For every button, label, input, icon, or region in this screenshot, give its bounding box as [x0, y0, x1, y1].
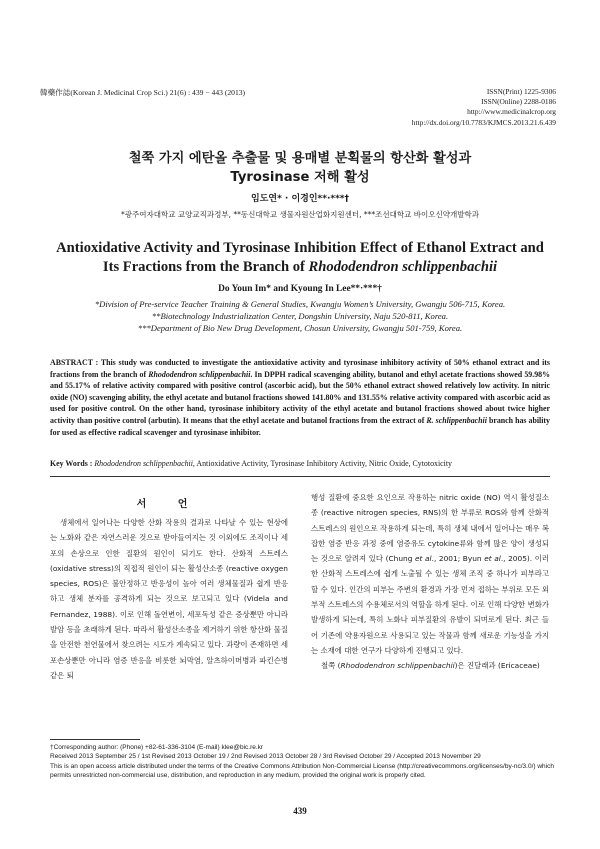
body-column-right [311, 490, 549, 674]
affiliation-3: ***Department of Bio New Drug Development, Chosun University, Gwangju 501-759, Korea. [137, 323, 463, 333]
body-column-left [50, 515, 288, 683]
english-title [0, 239, 600, 277]
body-right-species: Rhododendron schlippenbachii [340, 661, 455, 671]
body-right-text-b: ., 2001; Byun [431, 554, 485, 564]
keywords-species: Rhododendron schlippenbachii [94, 459, 193, 468]
english-title-line1: Antioxidative Activity and Tyrosinase Inhibition Effect of Ethanol Extract and [56, 240, 544, 256]
section-heading-introduction: 서 언 [136, 499, 202, 510]
korean-affiliations: *광주여자대학교 교양교직과정부, **동신대학교 생물자원산업화지원센터, ***조선대학교 바이오신약개발학과 [121, 210, 479, 219]
body-left-text: 생체에서 일어나는 다양한 산화 작용의 결과로 나타날 수 있는 현상에는 노화와 같은 자연스러운 것으로 받아들여지는 것 이외에도 조직이나 세포의 손상으로 인한 질환의 원인이 되기도 한다. 산화적 스트레스 (oxidative stress)의 직접적 원인이 되는 활성산소종 (reactive oxygen species, ROS)은 불안정하고 반응성이 높아 여러 생체물질과 쉽게 반응하고 생체 분자를 공격하게 되는 것으로 보고되고 있다 (Videla and Fernandez, 1988). 이로 인해 돌연변이, 세포독성 같은 증상뿐만 아니라 발암 등을 초래하게 된다. 따라서 활성산소종을 제거하기 위한 항산화 물질을 안전한 천연물에서 찾으려는 시도가 계속되고 있다. 과량이 존재하면 세포손상뿐만 아니라 염증 반응을 비롯한 뇌막염, 알츠하이머병과 파킨슨병 같은 퇴 [50, 518, 288, 680]
english-affiliations [0, 298, 600, 334]
journal-website: http://www.medicinalcrop.org [467, 107, 556, 117]
section-divider [50, 476, 550, 477]
english-title-species: Rhododendron schlippenbachii [308, 259, 498, 275]
abstract-text-3: branch has ability for used as effective radical scavenger and tyrosinase inhibitor. [50, 415, 550, 437]
english-authors: Do Youn Im* and Kyoung In Lee**·***† [218, 284, 382, 294]
abstract-text-2: . In DPPH radical scavenging ability, butanol and ethyl acetate fractions showed 59.98% and 55.17% of relative activity compared with positive control (ascorbic acid), but the 50% ethanol extract showed relatively low activity. In nitric oxide (NO) scavenging ability, the ethyl acetate and butanol fractions showed 141.80% and 131.55% relative activity compared with ascorbic acid as used for positive control. On the other hand, tyrosinase inhibitory activity of the ethyl acetate and butanol fractions showed about twice higher activity than positive control (arbutin). It means that the ethyl acetate and butanol fractions from the extract of [50, 369, 550, 425]
corresponding-author: †Corresponding author: (Phone) +82-61-336-3104 (E-mail) klee@bic.re.kr [50, 744, 264, 751]
body-right-text-d: 철쭉 ( [321, 661, 341, 671]
license-statement: This is an open access article distributed under the terms of the Creative Commons Attribution Non-Commercial License (http://creativecommons.org/licenses/by-nc/3.0/) which permits unrestricted non-commercial use, distribution, and reproduction in any medium, provided the original work is properly cited. [50, 762, 554, 779]
korean-title [0, 149, 600, 187]
keywords-label: Key Words : [50, 459, 95, 468]
body-right-etal-1: et al [414, 554, 432, 564]
doi-link: http://dx.doi.org/10.7783/KJMCS.2013.21.6.439 [411, 117, 556, 127]
abstract-species-1: Rhododendron schlippenbachii [148, 369, 251, 379]
issn-print: ISSN(Print) 1225-9306 [486, 87, 556, 96]
body-right-text-a: 행성 질환에 중요한 요인으로 작용하는 nitric oxide (NO) 역시 활성질소종 (reactive nitrogen species, RNS)의 한 부류로 ROS와 함께 산화적 스트레스의 원인으로 작용하게 되는데, 특히 생체 내에서 일어나는 매우 복잡한 염증 반응 과정 중에 염증유도 cytokine류와 함께 많은 양이 생성되는 것으로 알려져 있다 (Chung [311, 493, 549, 564]
received-dates: Received 2013 September 25 / 1st Revised 2013 October 19 / 2nd Revised 2013 October 28 / 3rd Revised October 29 / Accepted 2013 November 29 [50, 753, 481, 761]
journal-citation: 韓藥作誌(Korean J. Medicinal Crop Sci.) 21(6) : 439 − 443 (2013) [40, 88, 246, 97]
body-right-etal-2: et al [484, 554, 501, 564]
korean-title-line1: 철쭉 가지 에탄올 추출물 및 용매별 분획물의 항산화 활성과 [128, 151, 472, 166]
abstract-text-1: This study was conducted to investigate the antioxidative activity and tyrosinase inhibitory activity of 50% ethanol extract and its fractions from the branch of [50, 358, 551, 379]
affiliation-1: *Division of Pre-service Teacher Training & General Studies, Kwangju Women’s University, Gwangju 506-715, Korea. [94, 299, 506, 309]
issn-online: ISSN(Online) 2288-0186 [481, 97, 556, 107]
body-right-text-c: ., 2005). 이러한 산화적 스트레스에 쉽게 노출될 수 있는 생체 조직 중 하나가 피부라고 할 수 있다. 인간의 피부는 주변의 환경과 가장 먼저 접하는 부위로 모든 외부적 스트레스의 수용체로서의 역할을 하게 된다. 이로 인해 다양한 변화가 발생하게 되는데, 특히 노화나 피부질환의 유발이 되며로게 된다. 최근 들어 기존에 약용자원으로 사용되고 있는 작물과 함께 새로운 기능성을 가지는 소재에 대한 연구가 다양하게 진행되고 있다. [311, 554, 550, 655]
abstract-species-2: R. schlippenbachii [426, 415, 487, 425]
page-number: 439 [293, 806, 307, 816]
keywords-list: , Antioxidative Activity, Tyrosinase Inhibitory Activity, Nitric Oxide, Cytotoxicity [192, 459, 452, 468]
footnote [50, 743, 555, 780]
body-right-text-e: )은 진달래과 (Ericaceae) [454, 661, 540, 671]
journal-identifiers [412, 87, 556, 128]
keywords [50, 459, 550, 468]
abstract [50, 357, 550, 438]
abstract-label: ABSTRACT : [50, 358, 101, 367]
english-title-prefix: Its Fractions from the Branch of [102, 259, 309, 275]
korean-authors: 임도연* · 이경인**·***† [250, 194, 349, 204]
english-title-line2 [0, 258, 600, 277]
footnote-rule [50, 739, 140, 740]
korean-title-line2: Tyrosinase 저해 활성 [230, 170, 370, 185]
affiliation-2: **Biotechnology Industrialization Center, Dongshin University, Naju 520-811, Korea. [151, 311, 449, 321]
